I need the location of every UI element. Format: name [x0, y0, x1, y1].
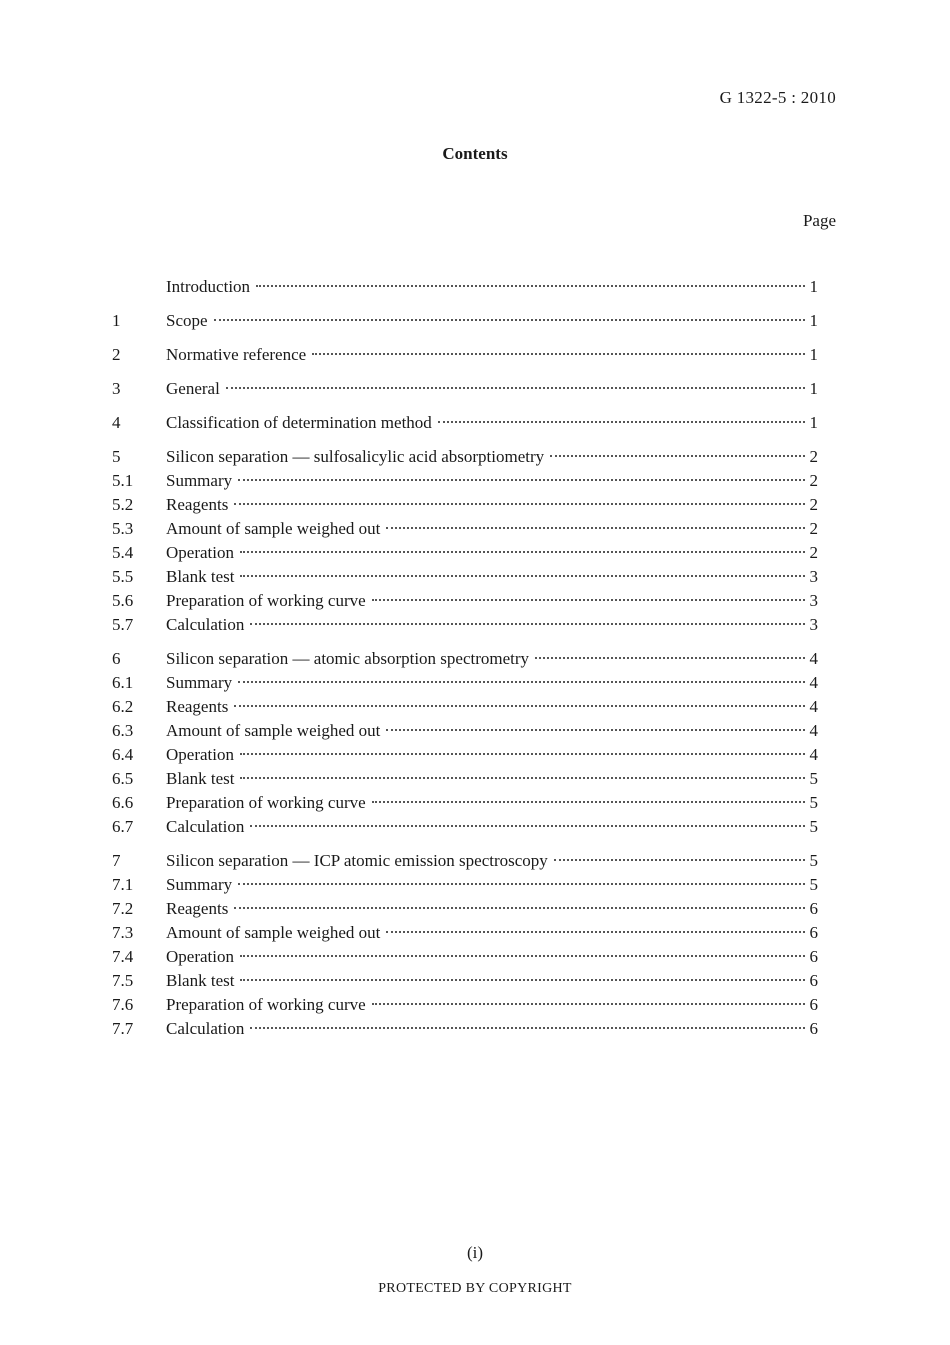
toc-entry-page: 6	[809, 923, 818, 942]
toc-entry-number: 6.6	[112, 793, 134, 812]
toc-entry-number: 5.2	[112, 495, 134, 514]
toc-entry-page: 5	[809, 793, 818, 812]
toc-entry-page: 1	[809, 345, 818, 364]
toc-entry-page: 4	[809, 697, 818, 716]
toc-entry[interactable]	[112, 377, 818, 401]
toc-entry-title: Introduction	[166, 277, 251, 296]
toc-dot-leader	[256, 284, 805, 287]
toc-entry-number: 7.6	[112, 995, 134, 1014]
toc-dot-leader	[234, 502, 805, 505]
toc-dot-leader	[240, 954, 805, 957]
toc-entry-title: Operation	[166, 543, 234, 562]
toc-entry-number: 4	[112, 413, 121, 432]
toc-dot-leader	[240, 752, 805, 755]
toc-entry-page: 4	[809, 721, 818, 740]
toc-entry-title: Summary	[166, 471, 233, 490]
toc-entry[interactable]	[112, 411, 818, 435]
toc-entry-number: 7.4	[112, 947, 134, 966]
toc-entry-page: 5	[809, 875, 818, 894]
toc-entry[interactable]	[112, 791, 818, 815]
toc-dot-leader	[386, 930, 805, 933]
toc-entry-page: 6	[809, 1019, 818, 1038]
toc-dot-leader	[240, 978, 805, 981]
toc-entry-title: Preparation of working curve	[166, 995, 366, 1014]
toc-entry-page: 4	[809, 745, 818, 764]
toc-entry-page: 6	[809, 899, 818, 918]
toc-dot-leader	[240, 550, 805, 553]
toc-entry-title: Summary	[166, 673, 233, 692]
toc-entry-number: 6.2	[112, 697, 134, 716]
toc-entry[interactable]	[112, 445, 818, 469]
toc-entry-page: 2	[809, 495, 818, 514]
toc-dot-leader	[554, 858, 805, 861]
toc-dot-leader	[535, 656, 805, 659]
toc-entry[interactable]	[112, 969, 818, 993]
toc-entry-number: 6.1	[112, 673, 134, 692]
copyright-notice: PROTECTED BY COPYRIGHT	[378, 1281, 572, 1296]
toc-entry-title: Reagents	[166, 697, 229, 716]
toc-entry-number: 5.1	[112, 471, 134, 490]
toc-entry-number: 6.5	[112, 769, 134, 788]
toc-entry-number: 5.7	[112, 615, 134, 634]
toc-entry-page: 4	[809, 673, 818, 692]
toc-entry[interactable]	[112, 613, 818, 637]
toc-entry-page: 3	[809, 567, 818, 586]
toc-entry-title: Summary	[166, 875, 233, 894]
toc-entry-page: 5	[809, 851, 818, 870]
toc-entry[interactable]	[112, 695, 818, 719]
toc-dot-leader	[240, 776, 805, 779]
toc-entry-title: Reagents	[166, 899, 229, 918]
toc-entry[interactable]	[112, 767, 818, 791]
toc-entry-title: Amount of sample weighed out	[166, 721, 381, 740]
toc-dot-leader	[438, 420, 805, 423]
toc-entry-title: Preparation of working curve	[166, 591, 366, 610]
toc-dot-leader	[238, 882, 805, 885]
toc-entry-title: Amount of sample weighed out	[166, 519, 381, 538]
toc-entry-page: 2	[809, 519, 818, 538]
toc-entry-title: Classification of determination method	[166, 413, 432, 432]
toc-entry-number: 7.2	[112, 899, 134, 918]
toc-entry-page: 3	[809, 615, 818, 634]
toc-entry-title: Amount of sample weighed out	[166, 923, 381, 942]
toc-entry-title: General	[166, 379, 220, 398]
toc-entry-title: Calculation	[166, 817, 245, 836]
toc-entry-number: 5.3	[112, 519, 134, 538]
toc-entry-page: 6	[809, 947, 818, 966]
page-number: (i)	[466, 1243, 484, 1262]
toc-entry-page: 4	[809, 649, 818, 668]
toc-entry-number: 7.7	[112, 1019, 134, 1038]
toc-entry[interactable]	[112, 647, 818, 671]
page-title: Contents	[442, 144, 508, 163]
toc-entry[interactable]	[112, 945, 818, 969]
toc-entry-title: Reagents	[166, 495, 229, 514]
toc-dot-leader	[372, 598, 805, 601]
toc-entry[interactable]	[112, 565, 818, 589]
toc-entry[interactable]	[112, 493, 818, 517]
toc-entry-number: 1	[112, 311, 121, 330]
toc-entry-page: 5	[809, 769, 818, 788]
toc-entry[interactable]	[112, 873, 818, 897]
toc-entry-title: Blank test	[166, 567, 235, 586]
toc-entry-number: 7.5	[112, 971, 134, 990]
toc-entry-number: 6.3	[112, 721, 134, 740]
toc-entry-number: 7.1	[112, 875, 134, 894]
toc-dot-leader	[372, 1002, 805, 1005]
toc-entry-number: 3	[112, 379, 121, 398]
toc-entry-page: 2	[809, 543, 818, 562]
toc-entry-page: 5	[809, 817, 818, 836]
toc-entry[interactable]	[112, 921, 818, 945]
toc-dot-leader	[250, 824, 805, 827]
toc-entry[interactable]	[112, 275, 818, 299]
toc-entry-title: Silicon separation — sulfosalicylic acid absorptiometry	[166, 447, 545, 466]
toc-entry-page: 6	[809, 995, 818, 1014]
toc-dot-leader	[386, 728, 805, 731]
toc-entry-number: 6	[112, 649, 121, 668]
toc-entry-page: 6	[809, 971, 818, 990]
toc-dot-leader	[250, 1026, 805, 1029]
toc-dot-leader	[250, 622, 805, 625]
toc-entry-number: 7.3	[112, 923, 134, 942]
toc-entry-title: Preparation of working curve	[166, 793, 366, 812]
toc-entry[interactable]	[112, 743, 818, 767]
toc-entry[interactable]	[112, 815, 818, 839]
toc-entry-page: 1	[809, 277, 818, 296]
toc-dot-leader	[386, 526, 805, 529]
toc-dot-leader	[312, 352, 805, 355]
toc-entry[interactable]	[112, 993, 818, 1017]
toc-entry-title: Operation	[166, 745, 234, 764]
toc-entry-title: Operation	[166, 947, 234, 966]
toc-entry-page: 2	[809, 447, 818, 466]
toc-dot-leader	[550, 454, 805, 457]
toc-dot-leader	[238, 680, 805, 683]
table-of-contents	[112, 275, 818, 1041]
toc-entry-title: Silicon separation — atomic absorption spectrometry	[166, 649, 530, 668]
toc-entry-title: Normative reference	[166, 345, 307, 364]
toc-entry-page: 3	[809, 591, 818, 610]
toc-entry-number: 7	[112, 851, 121, 870]
toc-entry-number: 6.7	[112, 817, 134, 836]
toc-dot-leader	[234, 906, 805, 909]
toc-entry-number: 2	[112, 345, 121, 364]
document-id: G 1322-5 : 2010	[719, 88, 836, 107]
toc-entry-number: 5	[112, 447, 121, 466]
toc-dot-leader	[214, 318, 805, 321]
toc-entry-number: 5.6	[112, 591, 134, 610]
toc-entry[interactable]	[112, 469, 818, 493]
toc-dot-leader	[238, 478, 805, 481]
toc-entry[interactable]	[112, 541, 818, 565]
toc-entry-number: 5.4	[112, 543, 134, 562]
toc-entry-title: Calculation	[166, 1019, 245, 1038]
toc-entry-title: Blank test	[166, 971, 235, 990]
toc-entry-title: Blank test	[166, 769, 235, 788]
toc-entry[interactable]	[112, 343, 818, 367]
toc-entry-title: Silicon separation — ICP atomic emission spectroscopy	[166, 851, 548, 870]
toc-entry-page: 2	[809, 471, 818, 490]
toc-entry[interactable]	[112, 671, 818, 695]
toc-entry-page: 1	[809, 311, 818, 330]
toc-entry-page: 1	[809, 413, 818, 432]
toc-entry[interactable]	[112, 849, 818, 873]
toc-dot-leader	[226, 386, 805, 389]
toc-entry[interactable]	[112, 1017, 818, 1041]
toc-entry-number: 6.4	[112, 745, 134, 764]
toc-dot-leader	[240, 574, 805, 577]
toc-dot-leader	[234, 704, 805, 707]
toc-entry[interactable]	[112, 719, 818, 743]
toc-entry[interactable]	[112, 897, 818, 921]
toc-dot-leader	[372, 800, 805, 803]
toc-entry-title: Calculation	[166, 615, 245, 634]
toc-entry[interactable]	[112, 309, 818, 333]
toc-entry-number: 5.5	[112, 567, 134, 586]
toc-entry-title: Scope	[166, 311, 208, 330]
toc-entry[interactable]	[112, 589, 818, 613]
toc-entry-page: 1	[809, 379, 818, 398]
toc-entry[interactable]	[112, 517, 818, 541]
page-column-label: Page	[802, 211, 836, 230]
